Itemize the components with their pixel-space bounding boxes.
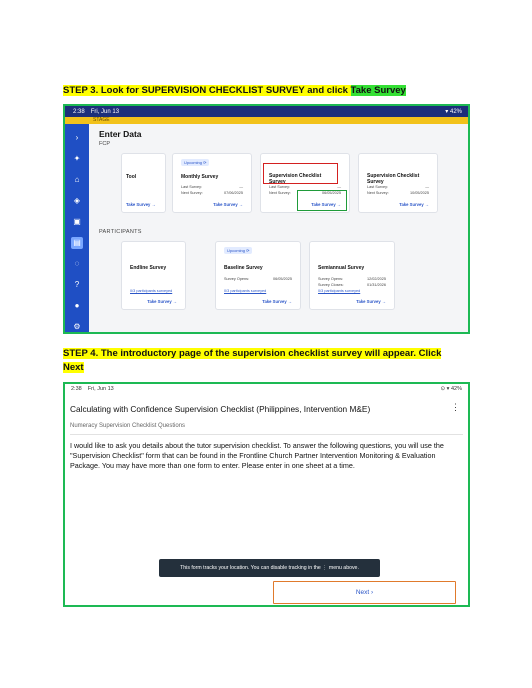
battery-level: 42% — [450, 385, 462, 392]
intro-text: I would like to ask you details about the tutor supervision checklist. To answer the following questions, you will use the "Supervision Checklist" form that can be found in the Frontline Church Partner Intervention Monitoring & Evaluation Package. You may have more than one form to enter. Please enter in one sheet at a time. — [70, 441, 444, 470]
participants-link[interactable]: 0/3 participants surveyed — [130, 289, 173, 293]
section-label-fcp: FCP — [99, 141, 110, 147]
meta-label: Last Survey: — [269, 185, 291, 189]
survey-card — [309, 241, 395, 310]
help-icon[interactable]: ? — [74, 280, 80, 289]
step-4-heading — [63, 347, 458, 375]
take-survey-button[interactable]: Take Survey → — [311, 202, 341, 207]
survey-name: Tool — [126, 174, 137, 180]
survey-name: Monthly Survey — [181, 174, 219, 180]
survey-name: Supervision Checklist Survey — [367, 173, 420, 185]
meta-label: Survey Closes: — [318, 283, 344, 287]
take-survey-button[interactable]: Take Survey → — [213, 202, 243, 207]
settings-icon[interactable]: ⚙ — [73, 322, 81, 331]
home-icon[interactable]: ⌂ — [74, 175, 80, 184]
meta-value: — — [425, 185, 429, 189]
nav-rail — [65, 124, 89, 332]
page-title: Enter Data — [99, 129, 142, 139]
meta-value: 06/05/2025 — [321, 191, 341, 195]
take-survey-button[interactable]: Take Survey → — [399, 202, 429, 207]
meta-label: Last Survey: — [367, 185, 389, 189]
battery-level: 42% — [449, 109, 462, 115]
meta-value: 07/06/2025 — [223, 191, 243, 195]
survey-card — [172, 153, 252, 213]
take-survey-callout — [297, 190, 347, 211]
status-time: 2:38 — [71, 385, 82, 392]
location-toast: This form tracks your location. You can disable tracking in the ⋮ menu above. — [159, 559, 380, 577]
divider — [70, 434, 463, 435]
meta-label: Last Survey: — [181, 185, 203, 189]
meta-label: Survey Opens: — [224, 277, 250, 281]
meta-value: 10/05/2025 — [409, 191, 429, 195]
survey-name: Supervision Checklist Survey — [269, 173, 322, 185]
participants-link[interactable]: 0/3 participants surveyed — [318, 289, 361, 293]
status-badge: Upcoming ⟳ — [224, 247, 252, 254]
survey-intro-screenshot — [63, 382, 470, 607]
next-button[interactable]: Next › — [273, 581, 456, 604]
survey-card — [121, 241, 186, 310]
section-subheading: Numeracy Supervision Checklist Questions — [70, 423, 186, 429]
take-survey-button[interactable]: Take Survey → — [126, 202, 156, 207]
chart-icon[interactable]: ▤ — [71, 237, 83, 249]
take-survey-button[interactable]: Take Survey → — [262, 299, 292, 304]
survey-card — [215, 241, 301, 310]
survey-name: Baseline Survey — [224, 265, 263, 271]
status-time: 2:38 — [73, 108, 85, 115]
supervision-survey-callout — [263, 163, 338, 184]
meta-label: Next Survey: — [269, 191, 291, 195]
section-label-participants: PARTICIPANTS — [99, 229, 142, 235]
more-menu-icon[interactable]: ⋮ — [451, 402, 460, 412]
step-4-text: STEP 4. The introductory page of the supervision checklist survey will appear. Click Next — [63, 348, 442, 373]
take-survey-button[interactable]: Take Survey → — [356, 299, 386, 304]
meta-label: Next Survey: — [367, 191, 389, 195]
battery-indicator: ⊙ ▾ 42% — [440, 385, 462, 392]
step-3-highlight: Take Survey — [350, 85, 406, 96]
meta-value: 06/05/2025 — [272, 277, 292, 281]
step-3-heading — [63, 84, 463, 98]
enter-data-screenshot — [63, 104, 470, 334]
status-bar — [65, 384, 468, 393]
survey-card — [121, 153, 166, 213]
meta-label: Survey Opens: — [318, 277, 344, 281]
meta-value: 01/31/2026 — [366, 283, 386, 287]
form-title: Calculating with Confidence Supervision Checklist (Philippines, Intervention M&E) — [70, 404, 371, 414]
layers-icon[interactable]: ◈ — [73, 196, 81, 205]
expand-icon[interactable]: › — [75, 133, 79, 142]
participants-link[interactable]: 0/3 participants surveyed — [224, 289, 267, 293]
take-survey-button[interactable]: Take Survey → — [147, 299, 177, 304]
status-day: Fri, Jun 13 — [87, 385, 114, 392]
stage-banner: STAGE — [65, 117, 468, 124]
app-logo-icon: ✦ — [73, 154, 81, 163]
meta-value: — — [239, 185, 243, 189]
status-day: Fri, Jun 13 — [90, 108, 120, 115]
meta-value: 12/02/2025 — [366, 277, 386, 281]
lightbulb-icon[interactable]: ◌ — [74, 259, 80, 268]
meta-label: Next Survey: — [181, 191, 203, 195]
meta-value: — — [337, 185, 341, 189]
clipboard-icon[interactable]: ▣ — [73, 217, 81, 226]
survey-card — [358, 153, 438, 213]
status-badge: Upcoming ⟳ — [181, 159, 209, 166]
survey-name: Endline Survey — [130, 265, 167, 271]
status-bar — [65, 106, 468, 117]
step-3-text: STEP 3. Look for SUPERVISION CHECKLIST SURVEY and click — [63, 85, 351, 96]
battery-indicator: ▾ 42% — [445, 109, 462, 115]
alert-icon[interactable]: ● — [74, 301, 80, 310]
survey-name: Semiannual Survey — [318, 265, 365, 271]
